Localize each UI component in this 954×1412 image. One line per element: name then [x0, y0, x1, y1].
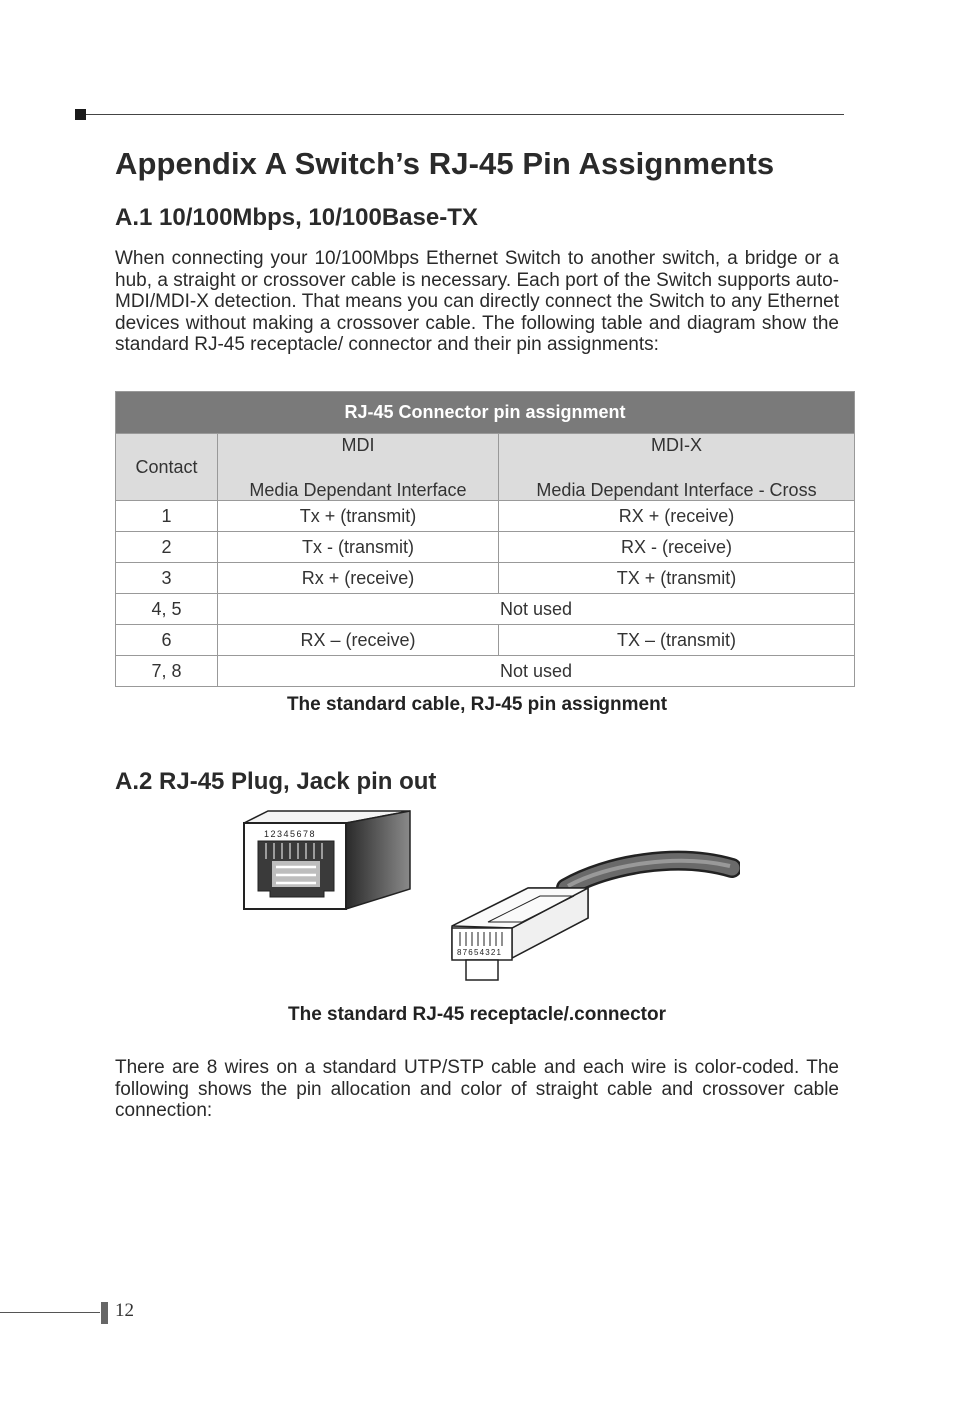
pin-assignment-table — [115, 391, 855, 687]
header-mdix — [499, 434, 855, 501]
table-row — [116, 501, 855, 532]
header-contact: Contact — [116, 434, 218, 501]
table-caption: The standard cable, RJ-45 pin assignment — [286, 694, 668, 715]
cell-contact: 1 — [116, 501, 218, 532]
cell-mdix: TX + (transmit) — [499, 563, 855, 594]
table-title: RJ-45 Connector pin assignment — [116, 392, 855, 434]
header-rule — [86, 114, 844, 115]
cell-contact: 4, 5 — [116, 594, 218, 625]
cell-contact: 3 — [116, 563, 218, 594]
section-a2-heading: A.2 RJ-45 Plug, Jack pin out — [115, 768, 437, 795]
table-row — [116, 563, 855, 594]
cell-mdi: Rx + (receive) — [218, 563, 499, 594]
section-a1-paragraph: When connecting your 10/100Mbps Ethernet Switch to another switch, a bridge or a hub, a straight or crossover cable is necessary. Each port of the Switch supports auto-MDI/MDI-X detection. That means you can directly connect the Switch to any Ethernet devices without making a crossover cable. The following table and diagram show the standard RJ-45 receptacle/ connector and their pin assignments: — [115, 248, 839, 355]
header-mdi-label: MDI — [341, 435, 375, 455]
section-a1-heading: A.1 10/100Mbps, 10/100Base-TX — [115, 204, 478, 231]
table-header-row — [116, 434, 855, 501]
footer-marker — [101, 1302, 108, 1324]
header-mdi — [218, 434, 499, 501]
cell-contact: 2 — [116, 532, 218, 563]
rj45-plug-illustration — [448, 848, 740, 988]
cell-mdi: Tx - (transmit) — [218, 532, 499, 563]
cell-mdi: RX – (receive) — [218, 625, 499, 656]
footer-rule — [0, 1312, 100, 1313]
cell-mdix: RX - (receive) — [499, 532, 855, 563]
cell-contact: 7, 8 — [116, 656, 218, 687]
table-row — [116, 625, 855, 656]
plug-pin-numbers: 87654321 — [457, 948, 503, 957]
cell-contact: 6 — [116, 625, 218, 656]
header-mdix-desc: Media Dependant Interface - Cross — [536, 480, 817, 500]
cell-not-used: Not used — [218, 656, 855, 687]
header-mdi-desc: Media Dependant Interface — [249, 480, 467, 500]
page-number: 12 — [115, 1300, 134, 1321]
section-a2-paragraph: There are 8 wires on a standard UTP/STP cable and each wire is color-coded. The following shows the pin allocation and color of straight cable and crossover cable connection: — [115, 1057, 839, 1121]
cell-not-used: Not used — [218, 594, 855, 625]
table-row — [116, 656, 855, 687]
header-marker — [75, 109, 86, 120]
jack-pin-numbers: 12345678 — [264, 829, 317, 839]
table-row — [116, 594, 855, 625]
table-row — [116, 532, 855, 563]
header-mdix-label: MDI-X — [651, 435, 702, 455]
connector-caption: The standard RJ-45 receptacle/.connector — [287, 1004, 666, 1025]
rj45-jack-illustration — [242, 803, 414, 913]
cell-mdix: TX – (transmit) — [499, 625, 855, 656]
cell-mdix: RX + (receive) — [499, 501, 855, 532]
cell-mdi: Tx + (transmit) — [218, 501, 499, 532]
page-title: Appendix A Switch’s RJ-45 Pin Assignments — [115, 146, 775, 181]
